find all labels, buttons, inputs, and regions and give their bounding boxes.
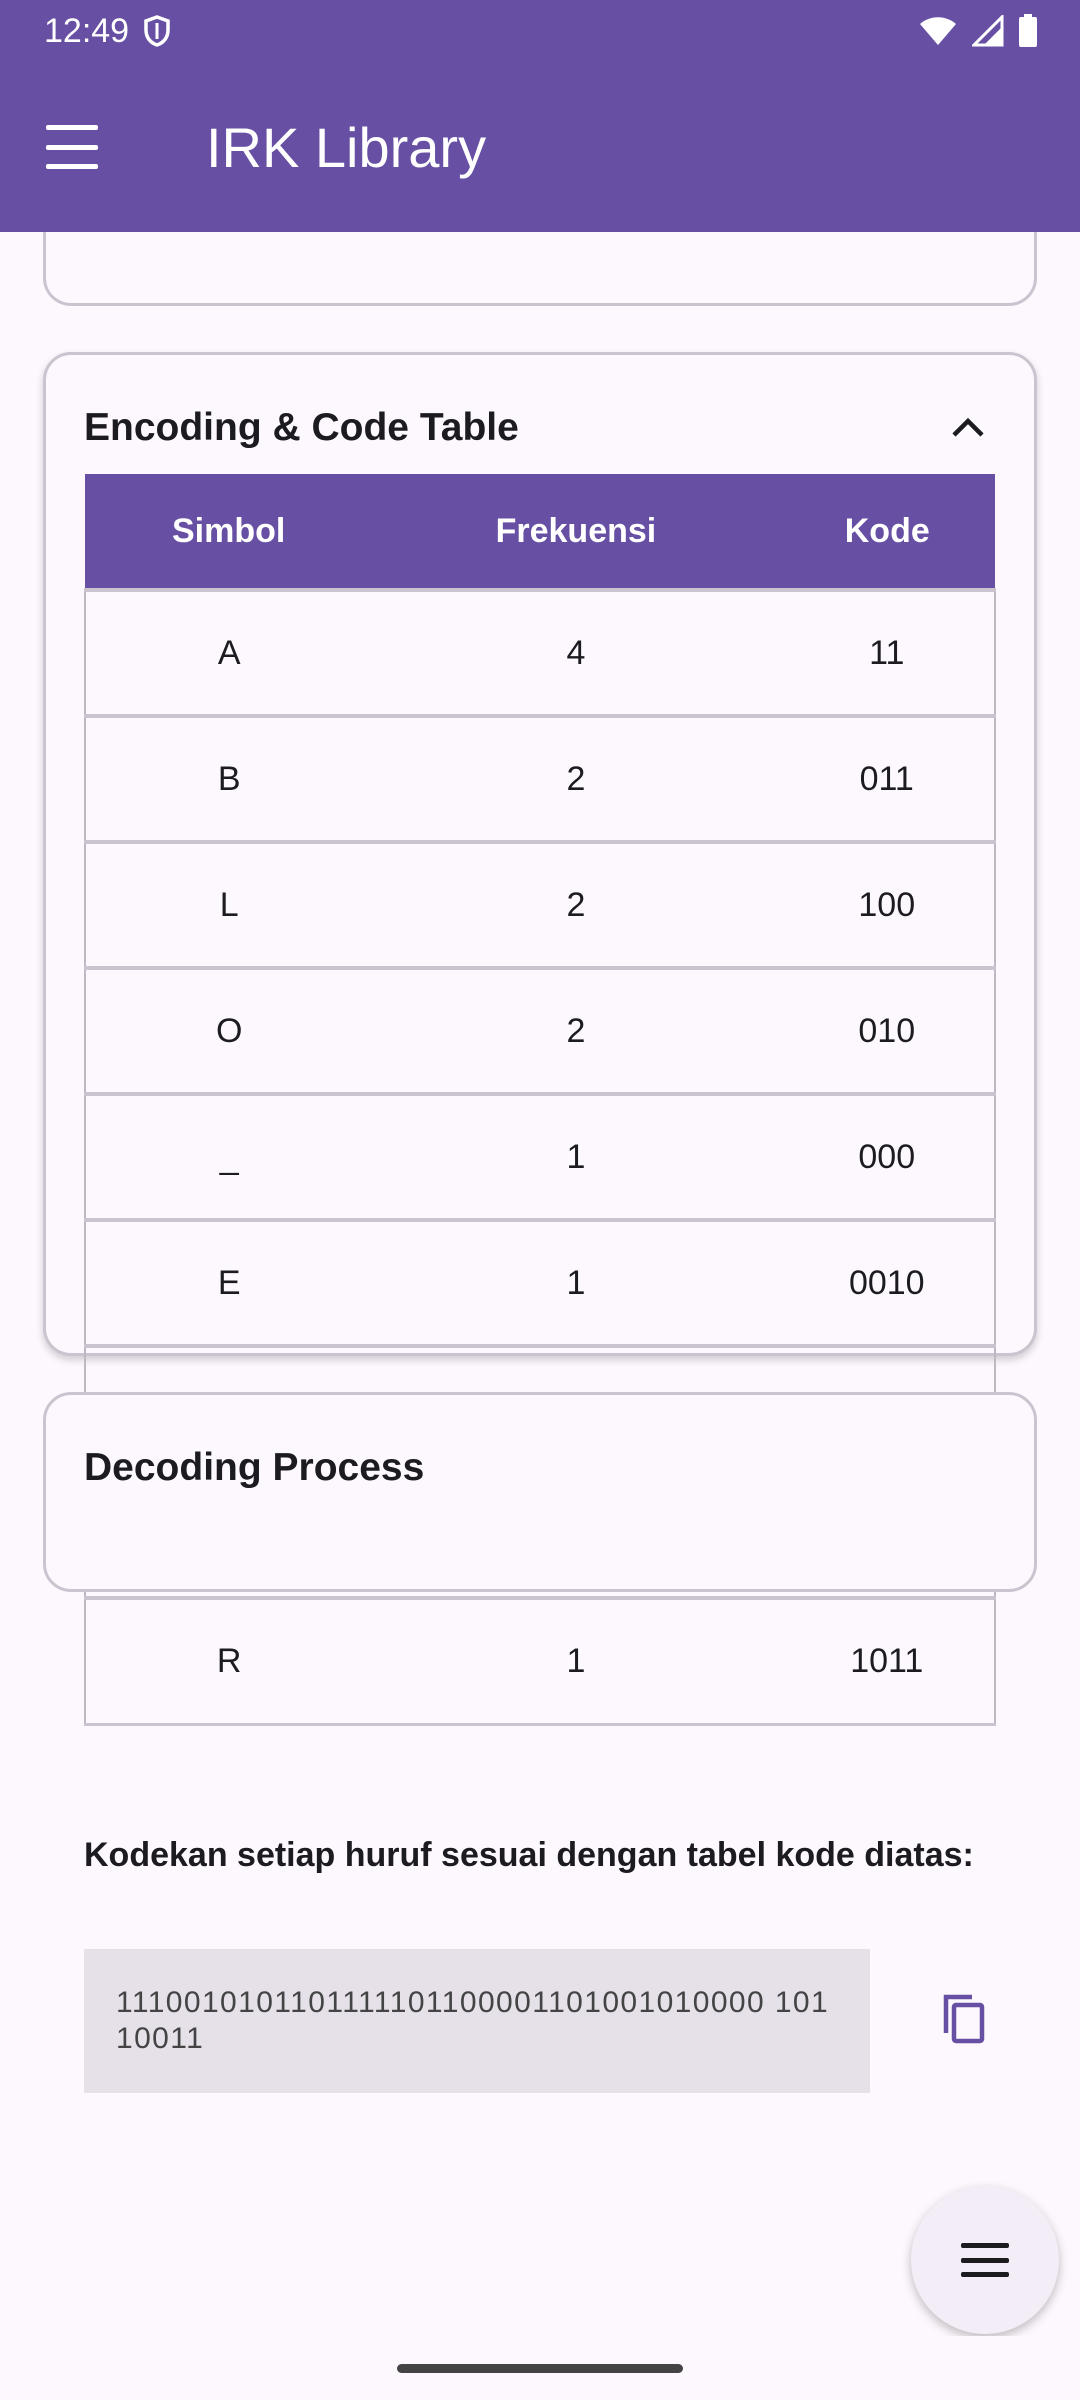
cell-simbol: E [85, 1220, 372, 1346]
cell-frekuensi: 4 [372, 590, 779, 716]
table-row [85, 842, 995, 968]
cell-frekuensi: 2 [372, 842, 779, 968]
cell-simbol: _ [85, 1094, 372, 1220]
decoding-card [43, 1392, 1037, 1592]
cell-simbol: L [85, 842, 372, 968]
table-row [85, 1094, 995, 1220]
decoding-card-header[interactable] [84, 1440, 996, 1496]
decoding-card-title: Decoding Process [84, 1446, 425, 1489]
copy-icon[interactable] [924, 1979, 1004, 2059]
cell-frekuensi: 2 [372, 968, 779, 1094]
cell-simbol: A [85, 590, 372, 716]
scroll-content[interactable] [0, 232, 1080, 2336]
table-row [85, 590, 995, 716]
cell-kode: 010 [780, 968, 995, 1094]
cell-kode: 11 [780, 590, 995, 716]
header-simbol: Simbol [171, 511, 286, 550]
wifi-icon [918, 15, 958, 47]
cell-simbol: B [85, 716, 372, 842]
chevron-up-icon[interactable] [940, 400, 996, 456]
shield-icon [143, 15, 171, 47]
app-title: IRK Library [206, 115, 487, 179]
menu-fab[interactable] [911, 2186, 1059, 2334]
cell-frekuensi: 2 [372, 716, 779, 842]
hamburger-menu-icon[interactable] [46, 125, 98, 169]
table-row [85, 968, 995, 1094]
header-frekuensi: Frekuensi [495, 511, 657, 550]
signal-icon [972, 15, 1004, 47]
battery-icon [1018, 14, 1038, 48]
cell-frekuensi: 1 [372, 1598, 779, 1724]
table-row [85, 1598, 995, 1724]
cell-kode: 011 [780, 716, 995, 842]
system-nav-bar [0, 2336, 1080, 2400]
previous-card-bottom [43, 232, 1037, 306]
cell-frekuensi: 1 [372, 1220, 779, 1346]
cell-kode: 000 [780, 1094, 995, 1220]
status-bar [0, 0, 1080, 62]
encode-instruction: Kodekan setiap huruf sesuai dengan tabel kode diatas: [84, 1836, 974, 1874]
cell-frekuensi: 1 [372, 1094, 779, 1220]
cell-simbol: O [85, 968, 372, 1094]
encoding-card-header[interactable] [84, 400, 996, 456]
table-header-row [85, 474, 995, 590]
home-gesture-pill[interactable] [397, 2364, 683, 2373]
cell-kode: 100 [780, 842, 995, 968]
top-app-bar [0, 62, 1080, 232]
status-time: 12:49 [44, 11, 130, 50]
cell-kode: 1011 [780, 1598, 995, 1724]
menu-icon [961, 2243, 1009, 2277]
header-kode: Kode [844, 511, 930, 550]
encoding-card-title: Encoding & Code Table [84, 406, 519, 449]
cell-kode: 0010 [780, 1220, 995, 1346]
table-row [85, 1220, 995, 1346]
cell-simbol: R [85, 1598, 372, 1724]
encoded-output[interactable]: 1110010101101111101100001101001010000 10110011 [84, 1949, 870, 2093]
table-row [85, 716, 995, 842]
